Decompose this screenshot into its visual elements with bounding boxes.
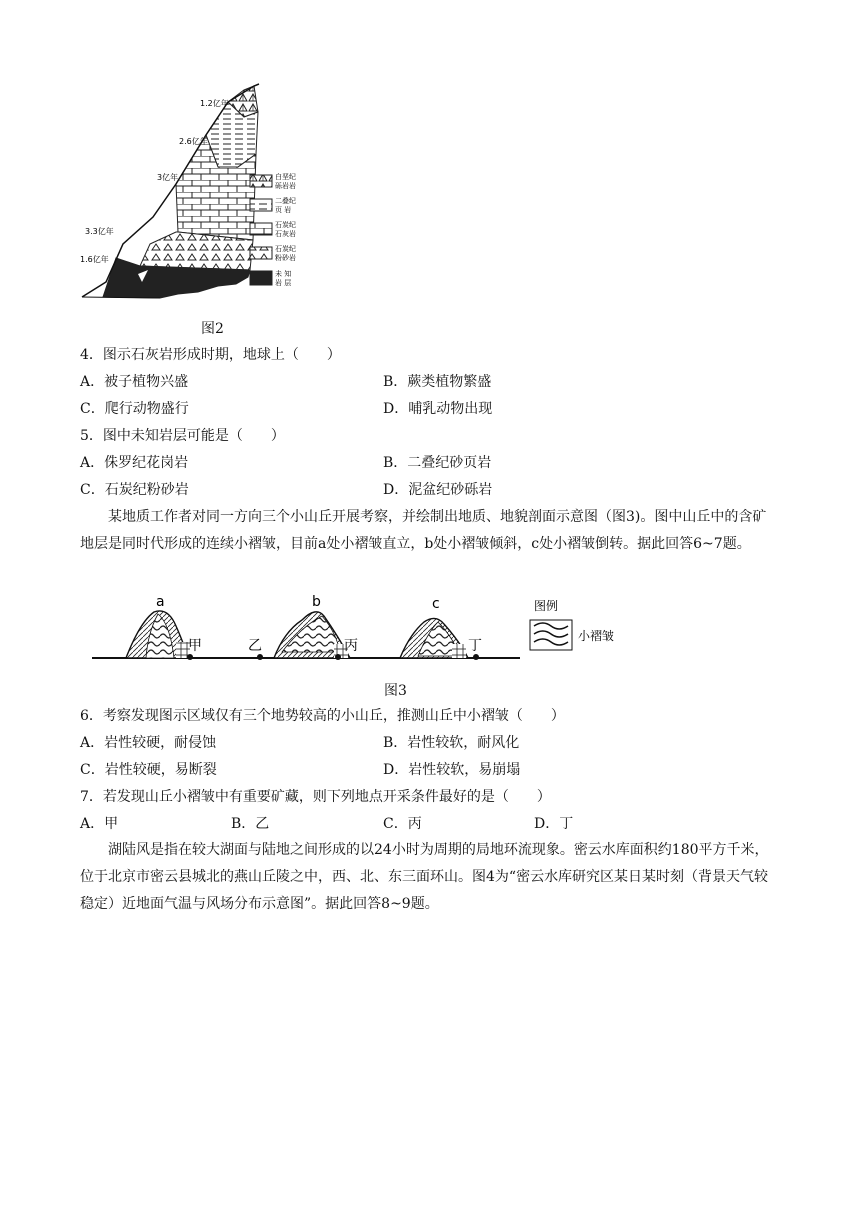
geologic-profile-diagram <box>88 592 648 670</box>
legend-1-l2: 砾岩岩 <box>275 182 296 190</box>
question-6-option-d: D．岩性较软，易崩塌 <box>383 762 521 778</box>
question-7-stem: 7．若发现山丘小褶皱中有重要矿藏，则下列地点开采条件最好的是（ ） <box>80 789 551 805</box>
figure-2 <box>78 72 340 307</box>
age-label-5: 1.6亿年 <box>80 255 109 264</box>
legend-2-l1: 二叠纪 <box>275 197 296 205</box>
legend-swatch-shale <box>250 199 272 211</box>
figure-2-caption: 图2 <box>201 321 224 337</box>
question-5-option-a: A．侏罗纪花岗岩 <box>80 455 189 471</box>
age-label-2: 2.6亿年 <box>179 137 208 146</box>
age-label-3: 3亿年 <box>157 173 179 182</box>
legend-4-l2: 粉砂岩 <box>275 254 296 262</box>
question-7-option-b: B．乙 <box>231 816 270 832</box>
legend-swatch-conglomerate <box>250 175 272 187</box>
legend-swatch-limestone <box>250 223 272 235</box>
passage-6-7: 某地质工作者对同一方向三个小山丘开展考察，并绘制出地质、地貌剖面示意图（图3)。图中山丘中的含矿地层是同时代形成的连续小褶皱，目前a处小褶皱直立，b处小褶皱倾斜，c处小褶皱倒转。据此回答6~7题。 <box>80 509 767 552</box>
label-yi: 乙 <box>248 638 262 654</box>
legend-5-l2: 岩 层 <box>275 279 292 287</box>
stratigraphic-column-diagram <box>78 72 340 307</box>
legend-swatch-siltstone <box>250 247 272 259</box>
legend-3-l2: 石灰岩 <box>275 230 296 238</box>
label-ding: 丁 <box>468 638 482 654</box>
label-bing: 丙 <box>344 638 358 654</box>
legend-title: 图例 <box>534 599 559 613</box>
legend-3-l1: 石炭纪 <box>275 221 296 229</box>
question-4-option-c: C．爬行动物盛行 <box>80 401 189 417</box>
question-4-option-b: B．蕨类植物繁盛 <box>383 374 492 390</box>
figure-3-caption: 图3 <box>384 683 407 699</box>
question-4-stem: 4．图示石灰岩形成时期，地球上（ ） <box>80 347 341 363</box>
point-jia-dot <box>187 654 193 660</box>
question-6-stem: 6．考察发现图示区域仅有三个地势较高的小山丘，推测山丘中小褶皱（ ） <box>80 708 565 724</box>
legend-fold-label: 小褶皱 <box>578 629 615 643</box>
label-c: c <box>432 596 440 612</box>
question-6-option-b: B．岩性较软，耐风化 <box>383 735 520 751</box>
label-b: b <box>312 594 321 610</box>
question-5-option-d: D．泥盆纪砂砾岩 <box>383 482 493 498</box>
question-4-option-d: D．哺乳动物出现 <box>383 401 493 417</box>
point-yi-dot <box>257 654 263 660</box>
label-jia: 甲 <box>188 638 202 654</box>
question-7-option-a: A．甲 <box>80 816 119 832</box>
legend-2-l2: 页 岩 <box>275 206 292 214</box>
question-6-option-a: A．岩性较硬，耐侵蚀 <box>80 735 217 751</box>
legend-1-l1: 白垩纪 <box>275 173 296 181</box>
question-4-option-a: A．被子植物兴盛 <box>80 374 189 390</box>
label-a: a <box>156 594 165 610</box>
figure-3 <box>88 592 648 670</box>
age-label-1: 1.2亿年 <box>200 99 229 108</box>
passage-8-9: 湖陆风是指在较大湖面与陆地之间形成的以24小时为周期的局地环流现象。密云水库面积约180平方千米，位于北京市密云县城北的燕山丘陵之中，西、北、东三面环山。图4为“密云水库研究区某日某时刻（背景天气较稳定）近地面气温与风场分布示意图”。据此回答8~9题。 <box>80 842 769 912</box>
age-label-4: 3.3亿年 <box>85 227 114 236</box>
question-5-option-c: C．石炭纪粉砂岩 <box>80 482 189 498</box>
question-7-option-d: D．丁 <box>534 816 574 832</box>
legend-swatch-unknown <box>250 271 272 285</box>
point-bing-dot <box>335 654 341 660</box>
question-5-option-b: B．二叠纪砂页岩 <box>383 455 492 471</box>
legend-5-l1: 未 知 <box>275 270 292 278</box>
legend-4-l1: 石炭纪 <box>275 245 296 253</box>
question-6-option-c: C．岩性较硬，易断裂 <box>80 762 217 778</box>
point-ding-dot <box>473 654 479 660</box>
question-5-stem: 5．图中未知岩层可能是（ ） <box>80 428 285 444</box>
question-7-option-c: C．丙 <box>383 816 422 832</box>
